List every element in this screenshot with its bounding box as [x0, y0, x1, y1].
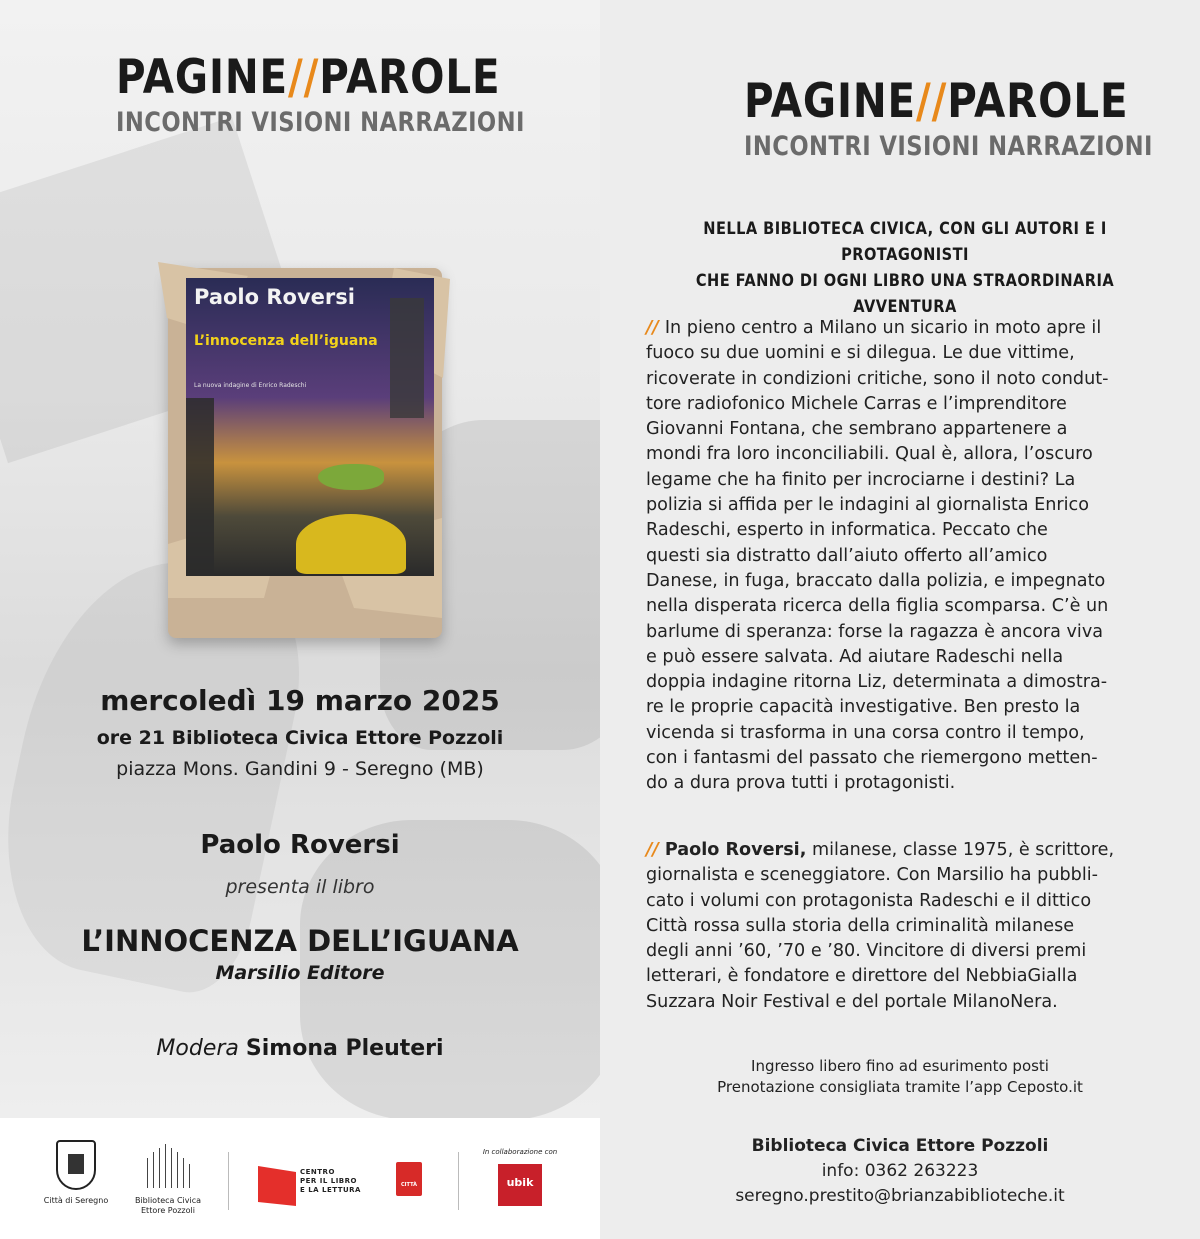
- logo-part1: PAGINE: [116, 50, 289, 105]
- collaboration-label: In collaborazione con: [482, 1148, 558, 1156]
- cepell-line: CENTRO: [300, 1168, 335, 1176]
- bio-line: giornalista e sceneggiatore. Con Marsilio ha pubbli-: [646, 865, 1098, 886]
- event-author: Paolo Roversi: [200, 830, 400, 860]
- synopsis-line: e può essere salvata. Ad aiutare Radeschi nella: [646, 646, 1064, 667]
- seregno-label: Città di Seregno: [43, 1196, 109, 1205]
- access-info: [600, 1056, 1200, 1098]
- contact-email: seregno.prestito@brianzabiblioteche.it: [735, 1186, 1065, 1206]
- book-lines-icon: [143, 1142, 193, 1188]
- synopsis-line: Radeschi, esperto in informatica. Peccato che: [646, 520, 1048, 541]
- contact-library: Biblioteca Civica Ettore Pozzoli: [751, 1136, 1049, 1156]
- synopsis-line: vicenda si trasforma in una corsa contro il tempo,: [646, 722, 1085, 743]
- synopsis-line: do a dura prova tutti i protagonisti.: [646, 773, 956, 794]
- bio-line: degli anni ’60, ’70 e ’80. Vincitore di diversi premi: [646, 941, 1087, 962]
- right-info-panel: [600, 0, 1200, 1239]
- synopsis-line: polizia si affida per le indagini al giornalista Enrico: [646, 495, 1089, 516]
- partner-logos-strip: [0, 1118, 600, 1239]
- event-address: piazza Mons. Gandini 9 - Seregno (MB): [116, 758, 484, 780]
- cepell-text: [300, 1168, 361, 1195]
- event-moderator: [0, 1036, 600, 1061]
- tagline-line: NELLA BIBLIOTECA CIVICA, CON GLI AUTORI E I PROTAGONISTI: [703, 219, 1107, 265]
- cover-tagline: La nuova indagine di Enrico Radeschi: [194, 382, 307, 389]
- logo-subtitle: INCONTRI VISIONI NARRAZIONI: [116, 107, 525, 138]
- synopsis-line: questi sia distratto dall’aiuto offerto all’amico: [646, 545, 1048, 566]
- logo-part2: PAROLE: [947, 74, 1129, 129]
- bio-author-name: Paolo Roversi,: [664, 840, 807, 860]
- synopsis-line: [646, 316, 1160, 341]
- cover-building: [186, 398, 214, 576]
- paragraph-mark: //: [646, 318, 659, 338]
- divider: [228, 1152, 229, 1210]
- tagline-line: CHE FANNO DI OGNI LIBRO UNA STRAORDINARIA AVVENTURA: [695, 271, 1115, 317]
- moderator-label: Modera: [156, 1036, 239, 1061]
- synopsis-text: In pieno centro a Milano un sicario in moto apre il: [664, 318, 1102, 338]
- left-poster-panel: [0, 0, 600, 1118]
- cepell-logo: [258, 1158, 376, 1208]
- bio-line: letterari, è fondatore e direttore del NebbiaGialla: [646, 966, 1078, 987]
- synopsis-line: Giovanni Fontana, che sembrano appartenere a: [646, 419, 1068, 440]
- book-cover-image: [186, 278, 434, 576]
- pagine-parole-logo: [744, 74, 1200, 162]
- synopsis-line: fuoco su due uomini e si dilegua. Le due vittime,: [646, 343, 1075, 364]
- event-time-place: ore 21 Biblioteca Civica Ettore Pozzoli: [96, 727, 504, 749]
- synopsis-line: doppia indagine ritorna Liz, determinata a dimostra-: [646, 672, 1108, 693]
- biblioteca-label-line: Ettore Pozzoli: [141, 1206, 195, 1215]
- bio-line: cato i volumi con protagonista Radeschi e il dittico: [646, 890, 1092, 911]
- synopsis-line: tore radiofonico Michele Carras e l’imprenditore: [646, 393, 1067, 414]
- contact-phone: info: 0362 263223: [821, 1161, 979, 1181]
- citta-di-seregno-logo: [40, 1140, 112, 1205]
- logo-slash: //: [916, 74, 948, 129]
- cepell-line: E LA LETTURA: [300, 1186, 361, 1194]
- bio-line: Città rossa sulla storia della criminalità milanese: [646, 915, 1075, 936]
- pagine-parole-logo: [116, 50, 600, 138]
- reservation-line: Prenotazione consigliata tramite l’app Ceposto.it: [717, 1078, 1083, 1096]
- synopsis-line: ricoverate in condizioni critiche, sono il noto condut-: [646, 368, 1109, 389]
- cover-iguana: [318, 464, 384, 490]
- moderator-name: Simona Pleuteri: [245, 1036, 444, 1061]
- logo-wordmark: [744, 74, 1163, 129]
- access-line: Ingresso libero fino ad esurimento posti: [751, 1057, 1049, 1075]
- event-book-title: L’INNOCENZA DELL’IGUANA: [81, 924, 519, 958]
- author-bio: [646, 838, 1160, 1015]
- citta-che-legge-mark: CITTÀ: [396, 1162, 422, 1196]
- biblioteca-civica-logo: [126, 1142, 210, 1216]
- biblioteca-label-line: Biblioteca Civica: [134, 1196, 202, 1205]
- event-publisher: Marsilio Editore: [215, 962, 385, 984]
- synopsis-line: barlume di speranza: forse la ragazza è ancora viva: [646, 621, 1104, 642]
- event-date: mercoledì 19 marzo 2025: [100, 684, 500, 717]
- citta-che-legge-logo: [392, 1162, 426, 1208]
- collaboration-logo: [470, 1148, 570, 1206]
- cover-title: L’innocenza dell’iguana: [194, 333, 378, 349]
- cover-author: Paolo Roversi: [194, 285, 355, 309]
- synopsis-line: nella disperata ricerca della figlia scomparsa. C’è un: [646, 596, 1109, 617]
- bio-line: [646, 838, 1160, 863]
- logo-part2: PAROLE: [319, 50, 501, 105]
- cepell-line: PER IL LIBRO: [300, 1177, 357, 1185]
- event-presents-label: presenta il libro: [225, 876, 375, 898]
- biblioteca-label: [126, 1196, 210, 1216]
- logo-slash: //: [288, 50, 320, 105]
- cepell-mark-icon: [258, 1166, 296, 1206]
- ubik-logo: ubik: [498, 1164, 542, 1206]
- logo-wordmark: [116, 50, 535, 105]
- paragraph-mark: //: [646, 840, 659, 860]
- cover-scooter: [296, 514, 406, 574]
- bio-line: Suzzara Noir Festival e del portale MilanoNera.: [646, 991, 1058, 1012]
- crest-icon: [56, 1140, 96, 1190]
- synopsis-line: Danese, in fuga, braccato dalla polizia, e impegnato: [646, 570, 1106, 591]
- bio-text: milanese, classe 1975, è scrittore,: [806, 840, 1115, 860]
- synopsis-line: re le proprie capacità investigative. Ben presto la: [646, 697, 1081, 718]
- synopsis-line: con i fantasmi del passato che riemergono metten-: [646, 748, 1098, 769]
- logo-subtitle: INCONTRI VISIONI NARRAZIONI: [744, 131, 1153, 162]
- cover-building: [390, 298, 424, 418]
- synopsis-line: mondi fra loro inconciliabili. Qual è, allora, l’oscuro: [646, 444, 1093, 465]
- book-synopsis: [646, 316, 1160, 797]
- contact-info: [600, 1134, 1200, 1209]
- synopsis-line: legame che ha finito per incrociarne i destini? La: [646, 469, 1076, 490]
- series-tagline: [662, 216, 1149, 320]
- logo-part1: PAGINE: [744, 74, 917, 129]
- divider: [458, 1152, 459, 1210]
